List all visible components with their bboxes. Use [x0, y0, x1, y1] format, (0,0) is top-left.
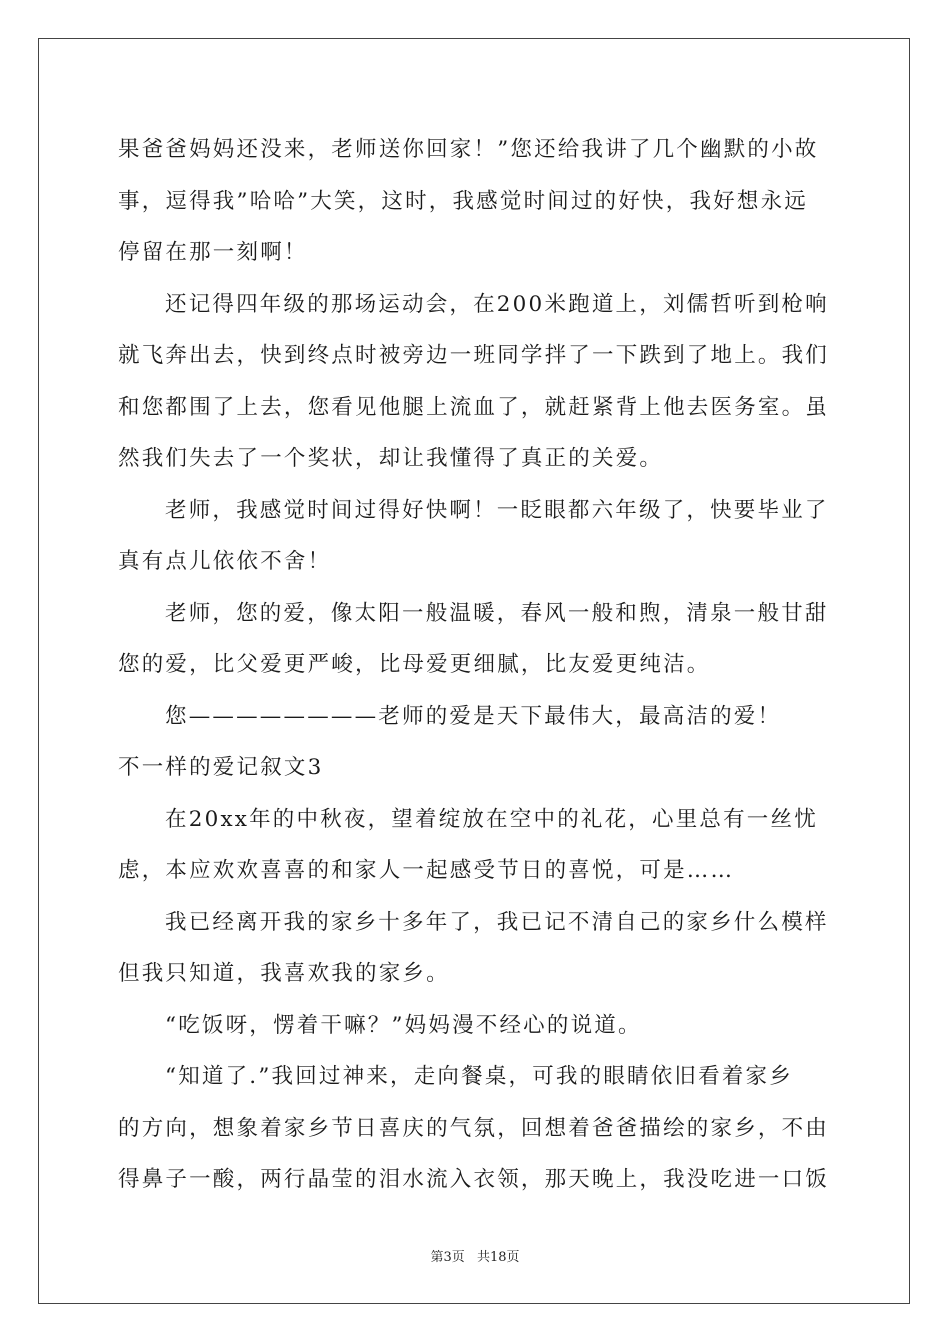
page-number: 第3页 — [430, 1250, 465, 1265]
text-line: 老师，我感觉时间过得好快啊！一眨眼都六年级了，快要毕业了 — [165, 497, 829, 523]
text-line: 我已经离开我的家乡十多年了，我已记不清自己的家乡什么模样 — [165, 909, 829, 935]
text-line: 老师，您的爱，像太阳一般温暖，春风一般和煦，清泉一般甘甜 — [165, 600, 829, 626]
text-line: 但我只知道，我喜欢我的家乡。 — [118, 961, 450, 986]
total-pages: 共18页 — [476, 1250, 520, 1265]
text-line: 和您都围了上去，您看见他腿上流血了，就赶紧背上他去医务室。虽 — [118, 394, 830, 420]
text-line: 您————————老师的爱是天下最伟大，最高洁的爱！ — [165, 703, 782, 729]
text-line: 还记得四年级的那场运动会，在200米跑道上，刘儒哲听到枪响 — [165, 291, 829, 317]
text-line: 事，逗得我”哈哈”大笑，这时，我感觉时间过的好快，我好想永远 — [118, 188, 808, 214]
text-line: 在20xx年的中秋夜，望着绽放在空中的礼花，心里总有一丝忧 — [165, 806, 818, 832]
text-line: 的方向，想象着家乡节日喜庆的气氛，回想着爸爸描绘的家乡，不由 — [118, 1115, 830, 1141]
document-body — [118, 124, 834, 1206]
page-footer — [0, 1246, 950, 1265]
text-line: “吃饭呀，愣着干嘛？”妈妈漫不经心的说道。 — [165, 1012, 642, 1038]
text-line: 果爸爸妈妈还没来，老师送你回家！”您还给我讲了几个幽默的小故 — [118, 137, 819, 162]
text-line: 然我们失去了一个奖状，却让我懂得了真正的关爱。 — [118, 446, 664, 471]
text-line: 得鼻子一酸，两行晶莹的泪水流入衣领，那天晚上，我没吃进一口饭 — [118, 1167, 830, 1192]
text-line: 不一样的爱记叙文3 — [118, 755, 324, 780]
text-line: 虑，本应欢欢喜喜的和家人一起感受节日的喜悦，可是…… — [118, 858, 735, 883]
text-line: 停留在那一刻啊！ — [118, 240, 308, 265]
text-line: “知道了.”我回过神来，走向餐桌，可我的眼睛依旧看着家乡 — [165, 1064, 793, 1089]
text-line: 真有点儿依依不舍！ — [118, 549, 332, 574]
text-line: 您的爱，比父爱更严峻，比母爱更细腻，比友爱更纯洁。 — [118, 652, 711, 677]
text-line: 就飞奔出去，快到终点时被旁边一班同学拌了一下跌到了地上。我们 — [118, 343, 830, 368]
